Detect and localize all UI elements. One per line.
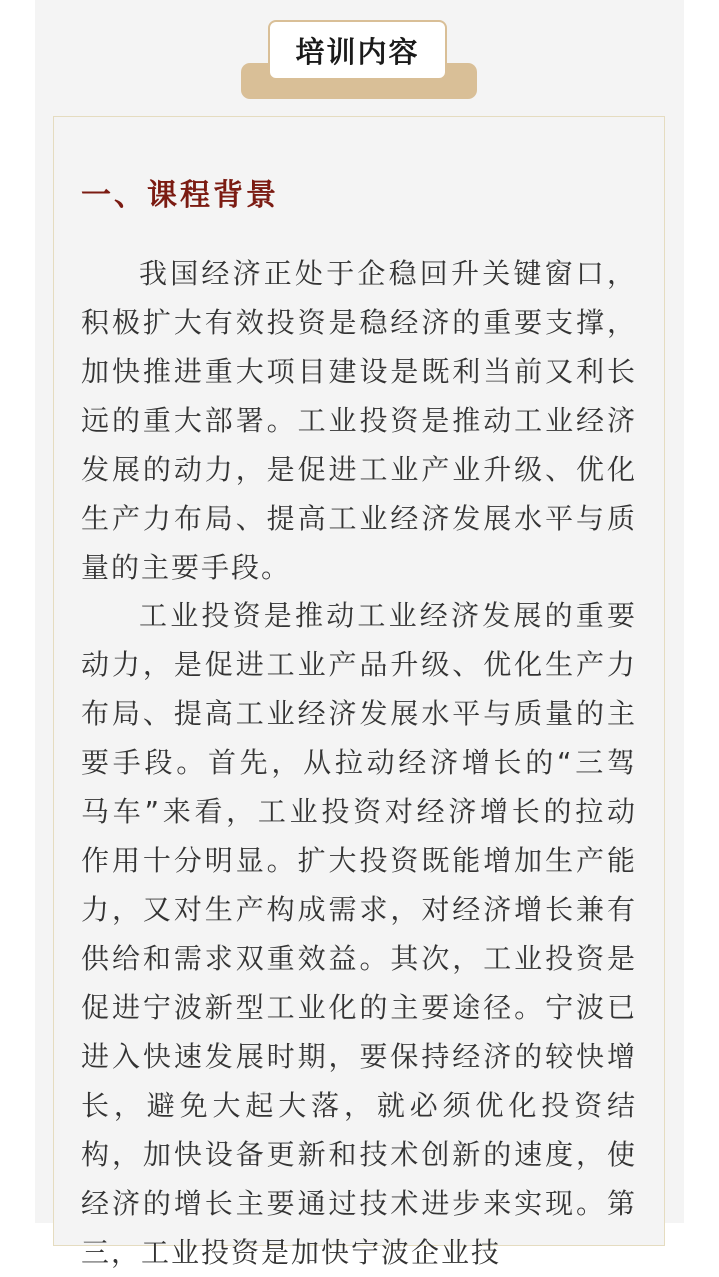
body-paragraph-1: 我国经济正处于企稳回升关键窗口，积极扩大有效投资是稳经济的重要支撑，加快推进重大项目建设是既利当前又利长远的重大部署。工业投资是推动工业经济发展的动力，是促进工业产业升级、优化生产力布局、提高工业经济发展水平与质量的主要手段。 — [81, 257, 637, 584]
body-paragraph-2: 工业投资是推动工业经济发展的重要动力，是促进工业产品升级、优化生产力布局、提高工业经济发展水平与质量的主要手段。首先，从拉动经济增长的“三驾马车”来看，工业投资对经济增长的拉动作用十分明显。扩大投资既能增加生产能力，又对生产构成需求，对经济增长兼有供给和需求双重效益。其次，工业投资是促进宁波新型工业化的主要途径。宁波已进入快速发展时期，要保持经济的较快增长，避免大起大落，就必须优化投资结构，加快设备更新和技术创新的速度，使经济的增长主要通过技术进步来实现。第三，工业投资是加快宁波企业技 — [81, 599, 637, 1269]
title-banner-label: 培训内容 — [268, 20, 447, 80]
section-heading: 一、课程背景 — [81, 178, 279, 213]
section-title-banner — [241, 15, 477, 100]
